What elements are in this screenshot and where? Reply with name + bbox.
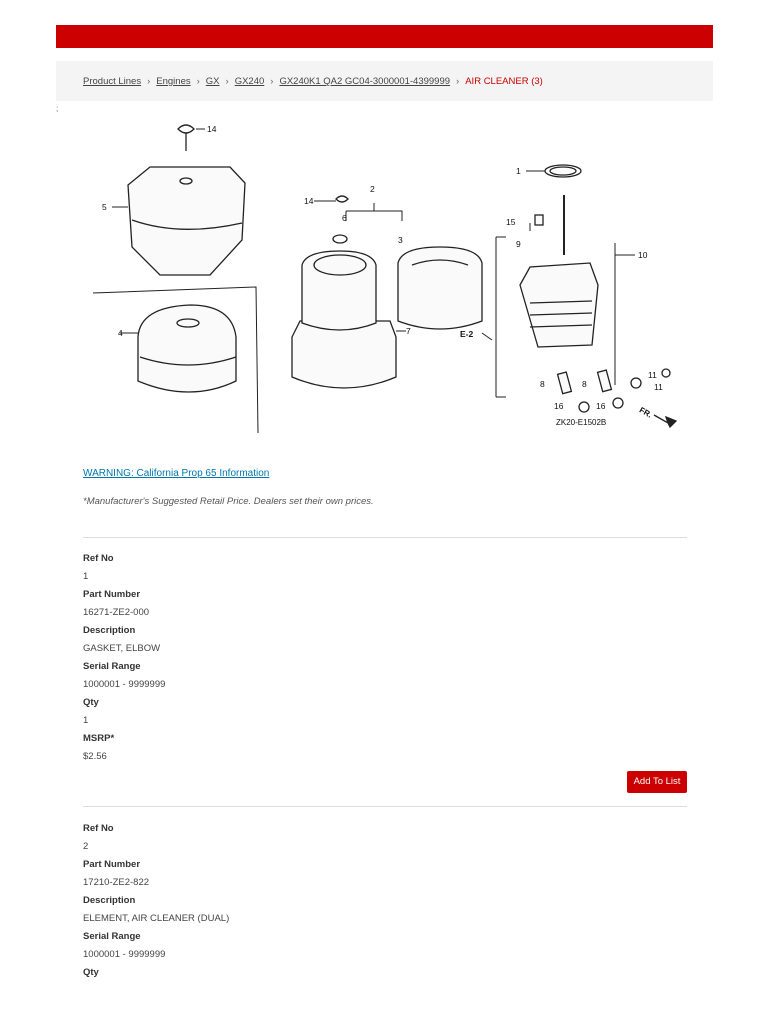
part-number-value: 16271-ZE2-000: [83, 607, 150, 618]
add-to-list-button[interactable]: Add To List: [627, 771, 687, 793]
divider: [83, 806, 687, 807]
description-value: ELEMENT, AIR CLEANER (DUAL): [83, 913, 230, 924]
ref-no-value: 1: [83, 571, 89, 582]
breadcrumb-model[interactable]: GX240K1 QA2 GC04-3000001-4399999: [279, 76, 451, 87]
part-row: [83, 820, 687, 982]
breadcrumb-separator: ›: [225, 76, 229, 87]
callout-label: 11: [648, 370, 657, 380]
qty-input[interactable]: 1: [83, 715, 89, 726]
callout-label: 1: [516, 166, 521, 176]
fr-label: FR.: [637, 405, 654, 420]
callout-label: 7: [406, 326, 411, 336]
breadcrumb-current: AIR CLEANER (3): [465, 76, 543, 87]
callout-label: 9: [516, 239, 521, 249]
part-number-label: Part Number: [83, 589, 141, 600]
breadcrumb-gx[interactable]: GX: [205, 76, 220, 87]
breadcrumb-separator: ›: [196, 76, 200, 87]
callout-label: 3: [398, 235, 403, 245]
callout-label: 11: [654, 382, 663, 392]
msrp-note: *Manufacturer's Suggested Retail Price. Dealers set their own prices.: [83, 496, 374, 507]
callout-label: 14: [207, 124, 217, 134]
callout-label: 6: [342, 213, 347, 223]
breadcrumb-container: [56, 61, 713, 101]
callout-label: E-2: [460, 329, 474, 339]
msrp-value: $2.56: [83, 751, 107, 762]
divider: [83, 537, 687, 538]
callout-label: 4: [118, 328, 123, 338]
breadcrumb-separator: ›: [270, 76, 274, 87]
description-label: Description: [83, 895, 136, 906]
callout-label: 15: [506, 217, 516, 227]
serial-range-value: 1000001 - 9999999: [83, 949, 166, 960]
breadcrumb-engines[interactable]: Engines: [156, 76, 191, 87]
qty-label: Qty: [83, 697, 99, 708]
header-bar: [56, 25, 713, 48]
breadcrumb-separator: ›: [147, 76, 151, 87]
description-label: Description: [83, 625, 136, 636]
part-number-value: 17210-ZE2-822: [83, 877, 150, 888]
callout-label: 5: [102, 202, 107, 212]
callout-label: 10: [638, 250, 648, 260]
msrp-label: MSRP*: [83, 733, 115, 744]
callout-label: 8: [582, 379, 587, 389]
parts-diagram: [60, 115, 700, 440]
serial-range-value: 1000001 - 9999999: [83, 679, 166, 690]
ref-no-value: 2: [83, 841, 89, 852]
diagram-code: ZK20-E1502B: [556, 418, 607, 427]
callout-label: 8: [540, 379, 545, 389]
serial-range-label: Serial Range: [83, 661, 141, 672]
callout-label: 16: [554, 401, 564, 411]
description-value: GASKET, ELBOW: [83, 643, 161, 654]
breadcrumb-product-lines[interactable]: Product Lines: [83, 76, 142, 87]
qty-label: Qty: [83, 967, 99, 978]
ref-no-label: Ref No: [83, 553, 114, 564]
ref-no-label: Ref No: [83, 823, 114, 834]
serial-range-label: Serial Range: [83, 931, 141, 942]
part-number-label: Part Number: [83, 859, 141, 870]
stray-mark: ;: [56, 104, 59, 113]
breadcrumb: [83, 76, 543, 87]
callout-label: 14: [304, 196, 314, 206]
callout-label: 2: [370, 184, 375, 194]
breadcrumb-separator: ›: [456, 76, 460, 87]
part-row: [83, 550, 687, 787]
breadcrumb-gx240[interactable]: GX240: [234, 76, 265, 87]
callout-label: 16: [596, 401, 606, 411]
prop65-warning-link[interactable]: WARNING: California Prop 65 Information: [83, 468, 270, 479]
